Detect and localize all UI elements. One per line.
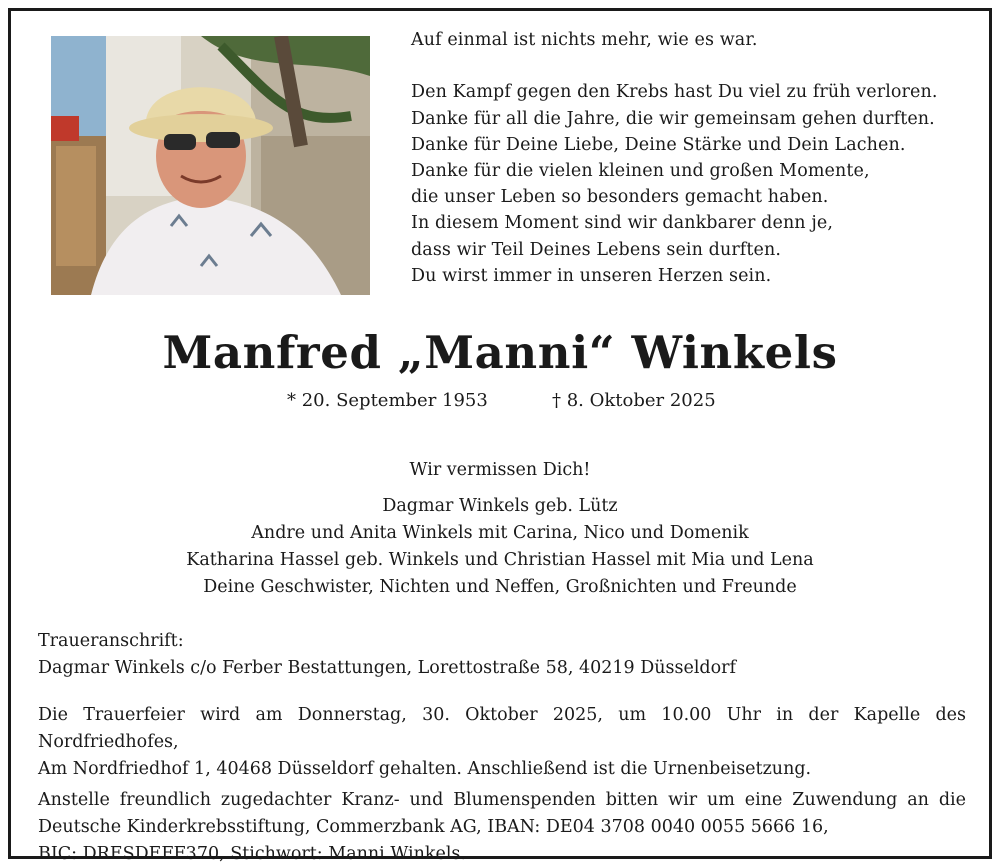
donation-line: Deutsche Kinderkrebsstiftung, Commerzbank AG, IBAN: DE04 3708 0040 0055 5666 16,: [38, 817, 829, 837]
birth-date: * 20. September 1953: [287, 390, 488, 411]
donation-line: Anstelle freundlich zugedachter Kranz- und Blumenspenden bitten wir um eine Zuwendung an die: [38, 790, 966, 810]
poem-line: Den Kampf gegen den Krebs hast Du viel zu früh verloren.: [411, 82, 938, 103]
ceremony-line: Am Nordfriedhof 1, 40468 Düsseldorf gehalten. Anschließend ist die Urnenbeisetzung.: [38, 759, 812, 779]
poem: [411, 27, 938, 289]
poem-line: Danke für all die Jahre, die wir gemeinsam gehen durften.: [411, 108, 935, 129]
poem-line: Auf einmal ist nichts mehr, wie es war.: [411, 30, 758, 50]
family-member: Andre und Anita Winkels mit Carina, Nico und Domenik: [251, 523, 749, 543]
service-details: [38, 702, 966, 868]
family-block: [0, 457, 1000, 601]
poem-line: In diesem Moment sind wir dankbarer denn je,: [411, 213, 833, 234]
family-member: Deine Geschwister, Nichten und Neffen, Großnichten und Freunde: [203, 577, 797, 597]
ceremony-line: Die Trauerfeier wird am Donnerstag, 30. Oktober 2025, um 10.00 Uhr in der Kapelle des Nordfriedhofes,: [38, 705, 966, 752]
mourning-address: [38, 628, 736, 682]
portrait-illustration: [51, 36, 370, 295]
death-date: † 8. Oktober 2025: [552, 390, 716, 411]
deceased-name: Manfred „Manni“ Winkels: [162, 326, 838, 379]
poem-line: Danke für Deine Liebe, Deine Stärke und Dein Lachen.: [411, 134, 906, 155]
family-member: Dagmar Winkels geb. Lütz: [382, 496, 618, 516]
poem-line: Danke für die vielen kleinen und großen Momente,: [411, 161, 870, 181]
poem-line: die unser Leben so besonders gemacht haben.: [411, 187, 829, 208]
family-intro: Wir vermissen Dich!: [409, 460, 591, 480]
donation-line: BIC: DRESDEFF370, Stichwort: Manni Winkels.: [38, 844, 466, 864]
portrait-photo: [51, 36, 370, 295]
family-member: Katharina Hassel geb. Winkels und Christian Hassel mit Mia und Lena: [186, 550, 814, 570]
poem-line: Du wirst immer in unseren Herzen sein.: [411, 265, 772, 286]
poem-line: dass wir Teil Deines Lebens sein durften.: [411, 239, 782, 260]
address-label: Traueranschrift:: [38, 631, 184, 651]
address-value: Dagmar Winkels c/o Ferber Bestattungen, Lorettostraße 58, 40219 Düsseldorf: [38, 658, 737, 678]
